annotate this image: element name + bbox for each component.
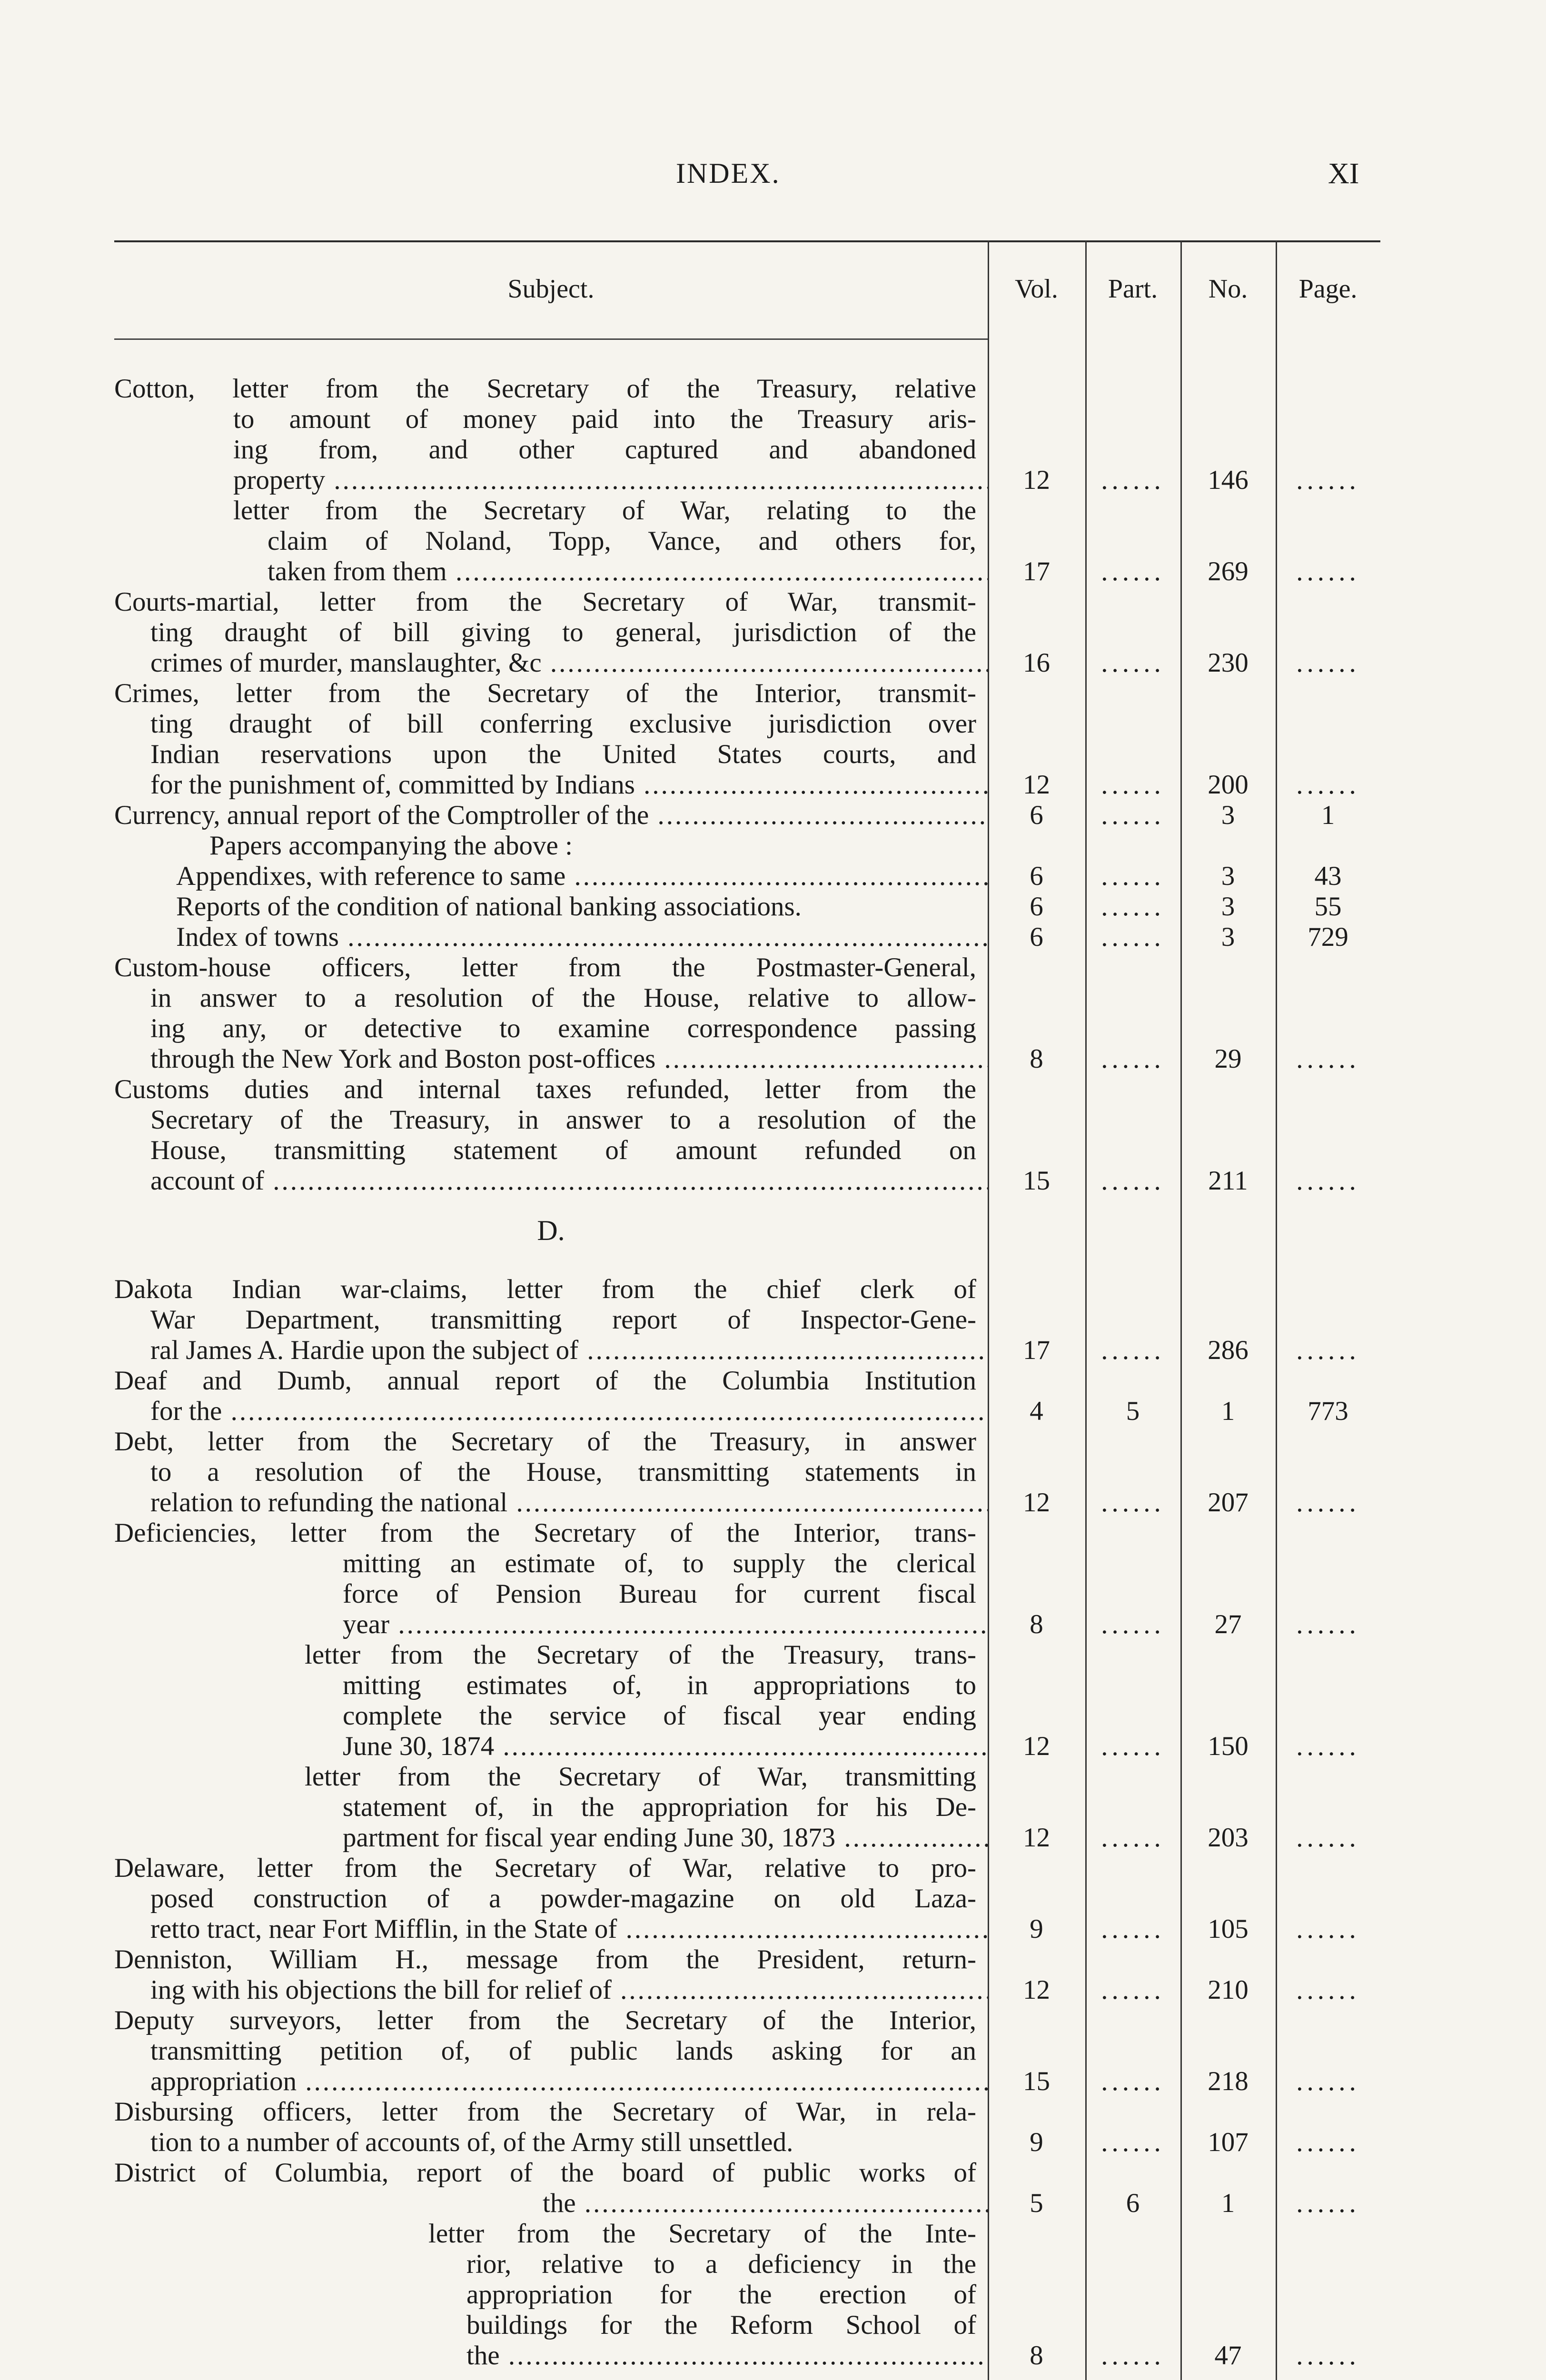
column-header-part: Part. xyxy=(1108,274,1158,304)
entry-no: 3 xyxy=(1221,922,1235,952)
section-spacer xyxy=(114,1246,1380,1274)
entry-subject xyxy=(114,861,988,892)
entry-text-line: property ..... xyxy=(114,465,976,496)
entry-no: 27 xyxy=(1214,1609,1242,1639)
entry-text-line: rior, relative to a deficiency in the xyxy=(466,2249,976,2279)
entry-vol: 15 xyxy=(1023,1166,1050,1196)
entry-no: 269 xyxy=(1208,556,1249,586)
entry-page: ...... xyxy=(1296,2066,1360,2096)
entry-subject xyxy=(114,952,988,1074)
entry-vol: 6 xyxy=(1030,800,1043,830)
entry-no: 207 xyxy=(1208,1488,1249,1517)
section-spacer xyxy=(114,1196,1380,1215)
entry-no: 211 xyxy=(1208,1166,1248,1196)
column-header-subject: Subject. xyxy=(507,274,595,304)
page-numeral: XI xyxy=(1328,158,1359,190)
index-entry xyxy=(114,2158,1380,2219)
entry-part: ...... xyxy=(1101,1731,1165,1761)
entry-part: ...... xyxy=(1101,1044,1165,1074)
entry-part: ...... xyxy=(1101,1335,1165,1365)
index-entry xyxy=(114,922,1380,952)
entry-subject xyxy=(114,496,988,587)
entry-text-line: Custom-house officers, letter from the Postmaster-General, xyxy=(114,952,976,982)
entry-subject xyxy=(114,1274,988,1366)
entry-text-line: statement of, in the appropriation for his De- xyxy=(343,1792,976,1822)
entry-subject xyxy=(114,800,988,831)
entry-part: ...... xyxy=(1101,648,1165,678)
entry-text-line: Currency, annual report of the Comptroller of the ..... xyxy=(114,800,976,831)
index-entry xyxy=(114,2219,1380,2371)
entry-vol: 12 xyxy=(1023,465,1050,495)
entry-subject xyxy=(114,922,988,952)
entry-no: 1 xyxy=(1221,2188,1235,2218)
entry-text-line: account of ..... xyxy=(114,1166,976,1196)
entry-text-line: Courts-martial, letter from the Secretary of War, transmit- xyxy=(114,587,976,617)
entry-text-line: Cotton, letter from the Secretary of the Treasury, relative xyxy=(114,374,976,404)
entry-page: 1 xyxy=(1321,800,1335,830)
entry-vol: 6 xyxy=(1030,922,1043,952)
entry-text-line: complete the service of fiscal year ending xyxy=(343,1701,976,1731)
entry-text-line: posed construction of a powder-magazine on old Laza- xyxy=(150,1884,976,1914)
entry-text-line: appropriation ..... xyxy=(114,2066,976,2097)
entry-page: ...... xyxy=(1296,1609,1360,1639)
entry-no: 210 xyxy=(1208,1975,1249,2005)
entry-text-line: letter from the Secretary of the Inte- xyxy=(428,2219,976,2249)
entry-subject xyxy=(114,2158,988,2219)
entry-text-line: letter from the Secretary of the Treasury, trans- xyxy=(305,1640,976,1670)
index-entry xyxy=(114,678,1380,800)
entry-page: ...... xyxy=(1296,1823,1360,1853)
entry-page: 773 xyxy=(1308,1396,1348,1426)
entry-part: ...... xyxy=(1101,922,1165,952)
entry-part: ...... xyxy=(1101,1488,1165,1517)
entry-text-line: Indian reservations upon the United States courts, and xyxy=(150,739,976,769)
entry-part: ...... xyxy=(1101,465,1165,495)
entry-vol: 8 xyxy=(1030,1044,1043,1074)
entry-part: ...... xyxy=(1101,1975,1165,2005)
entry-part: 6 xyxy=(1126,2188,1140,2218)
entry-vol: 9 xyxy=(1030,1914,1043,1944)
entry-vol: 8 xyxy=(1030,1609,1043,1639)
entry-text-line: Delaware, letter from the Secretary of War, relative to pro- xyxy=(114,1853,976,1883)
entry-text-line: Dakota Indian war-claims, letter from the chief clerk of xyxy=(114,1274,976,1304)
entry-text-line: the ..... xyxy=(114,2340,976,2371)
entry-text-line: for the ..... xyxy=(114,1396,976,1427)
entry-text-line: retto tract, near Fort Mifflin, in the State of ..... xyxy=(114,1914,976,1944)
entry-text-line: Papers accompanying the above : xyxy=(209,831,573,861)
entry-text-line: War Department, transmitting report of Inspector-Gene- xyxy=(150,1305,976,1335)
entry-subject xyxy=(114,831,988,861)
entry-vol: 16 xyxy=(1023,648,1050,678)
entry-no: 203 xyxy=(1208,1823,1249,1853)
index-entry xyxy=(114,861,1380,892)
entry-no: 29 xyxy=(1214,1044,1242,1074)
entry-vol: 12 xyxy=(1023,1488,1050,1517)
entry-text-line: claim of Noland, Topp, Vance, and others for, xyxy=(268,526,976,556)
entry-text-line: Debt, letter from the Secretary of the Treasury, in answer xyxy=(114,1427,976,1457)
entry-no: 150 xyxy=(1208,1731,1249,1761)
entry-page: ...... xyxy=(1296,2188,1360,2218)
entry-page: 43 xyxy=(1314,861,1342,891)
entry-text-line: for the punishment of, committed by Indians ..... xyxy=(114,770,976,800)
entry-subject xyxy=(114,2005,988,2097)
index-rows xyxy=(114,374,1380,2371)
index-entry xyxy=(114,496,1380,587)
index-entry xyxy=(114,1762,1380,1853)
entry-page: ...... xyxy=(1296,1975,1360,2005)
entry-no: 107 xyxy=(1208,2127,1249,2157)
index-entry xyxy=(114,587,1380,678)
entry-text-line: Index of towns ..... xyxy=(114,922,976,952)
entry-part: ...... xyxy=(1101,892,1165,922)
entry-no: 230 xyxy=(1208,648,1249,678)
column-header-no: No. xyxy=(1208,274,1248,304)
entry-vol: 12 xyxy=(1023,1823,1050,1853)
entry-page: ...... xyxy=(1296,465,1360,495)
entry-text-line: ting draught of bill giving to general, jurisdiction of the xyxy=(150,617,976,647)
header-rule xyxy=(114,338,988,340)
entry-page: 55 xyxy=(1314,892,1342,922)
entry-part: 5 xyxy=(1126,1396,1140,1426)
entry-no: 3 xyxy=(1221,861,1235,891)
entry-page: ...... xyxy=(1296,1488,1360,1517)
index-entry xyxy=(114,1853,1380,1944)
entry-part: ...... xyxy=(1101,1609,1165,1639)
entry-no: 3 xyxy=(1221,800,1235,830)
entry-text-line: mitting an estimate of, to supply the clerical xyxy=(343,1548,976,1578)
entry-text-line: tion to a number of accounts of, of the Army still unsettled. xyxy=(150,2127,793,2157)
entry-page: 729 xyxy=(1308,922,1348,952)
entry-text-line: letter from the Secretary of War, relating to the xyxy=(233,496,976,526)
section-letter: D. xyxy=(537,1215,565,1246)
entry-text-line: ing with his objections the bill for relief of ..... xyxy=(114,1975,976,2005)
entry-part: ...... xyxy=(1101,556,1165,586)
entry-subject xyxy=(114,374,988,496)
entry-text-line: House, transmitting statement of amount refunded on xyxy=(150,1135,976,1165)
entry-text-line: to amount of money paid into the Treasury aris- xyxy=(233,404,976,434)
entry-part: ...... xyxy=(1101,2340,1165,2370)
entry-vol: 6 xyxy=(1030,861,1043,891)
entry-vol: 12 xyxy=(1023,1731,1050,1761)
entry-text-line: letter from the Secretary of War, transmitting xyxy=(305,1762,976,1792)
entry-subject xyxy=(114,1518,988,1640)
entry-text-line: mitting estimates of, in appropriations to xyxy=(343,1670,976,1700)
entry-subject xyxy=(114,587,988,678)
entry-subject xyxy=(114,2097,988,2158)
entry-part: ...... xyxy=(1101,1823,1165,1853)
entry-text-line: year ..... xyxy=(114,1609,976,1640)
entry-vol: 17 xyxy=(1023,556,1050,586)
entry-page: ...... xyxy=(1296,556,1360,586)
entry-text-line: in answer to a resolution of the House, relative to allow- xyxy=(150,983,976,1013)
entry-page: ...... xyxy=(1296,1044,1360,1074)
entry-part: ...... xyxy=(1101,2127,1165,2157)
index-entry xyxy=(114,952,1380,1074)
entry-text-line: Deputy surveyors, letter from the Secretary of the Interior, xyxy=(114,2005,976,2035)
entry-subject xyxy=(114,2219,988,2371)
entry-subject xyxy=(114,892,988,922)
entry-page: ...... xyxy=(1296,1914,1360,1944)
entry-text-line: crimes of murder, manslaughter, &c ..... xyxy=(114,648,976,678)
entry-text-line: taken from them ..... xyxy=(114,556,976,587)
entry-page: ...... xyxy=(1296,2127,1360,2157)
index-entry xyxy=(114,1074,1380,1196)
entry-vol: 4 xyxy=(1030,1396,1043,1426)
entry-vol: 6 xyxy=(1030,892,1043,922)
entry-vol: 9 xyxy=(1030,2127,1043,2157)
entry-text-line: the ..... xyxy=(114,2188,976,2219)
entry-part: ...... xyxy=(1101,800,1165,830)
entry-page: ...... xyxy=(1296,770,1360,800)
entry-part: ...... xyxy=(1101,2066,1165,2096)
entry-page: ...... xyxy=(1296,1731,1360,1761)
column-header-page: Page. xyxy=(1298,274,1358,304)
entry-page: ...... xyxy=(1296,2340,1360,2370)
index-entry xyxy=(114,1640,1380,1762)
entry-text-line: Appendixes, with reference to same ..... xyxy=(114,861,976,892)
entry-no: 47 xyxy=(1214,2340,1242,2370)
entry-text-line: through the New York and Boston post-offices ..... xyxy=(114,1044,976,1074)
entry-page: ...... xyxy=(1296,1335,1360,1365)
index-entry xyxy=(114,800,1380,831)
entry-vol: 17 xyxy=(1023,1335,1050,1365)
entry-subject xyxy=(114,1853,988,1944)
index-table xyxy=(114,240,1380,2380)
entry-part: ...... xyxy=(1101,1166,1165,1196)
entry-text-line: ing any, or detective to examine correspondence passing xyxy=(150,1013,976,1043)
top-rule xyxy=(114,240,1380,242)
running-title: INDEX. xyxy=(676,158,781,189)
entry-vol: 12 xyxy=(1023,1975,1050,2005)
column-header-vol: Vol. xyxy=(1015,274,1058,304)
entry-text-line: appropriation for the erection of xyxy=(466,2280,976,2310)
entry-text-line: buildings for the Reform School of xyxy=(466,2310,976,2340)
entry-text-line: Customs duties and internal taxes refunded, letter from the xyxy=(114,1074,976,1104)
entry-no: 3 xyxy=(1221,892,1235,922)
index-entry xyxy=(114,1427,1380,1518)
entry-no: 1 xyxy=(1221,1396,1235,1426)
entry-text-line: District of Columbia, report of the board of public works of xyxy=(114,2158,976,2188)
running-head xyxy=(0,157,1546,200)
entry-subject xyxy=(114,1074,988,1196)
index-entry xyxy=(114,2005,1380,2097)
index-entry xyxy=(114,374,1380,496)
entry-text-line: force of Pension Bureau for current fiscal xyxy=(343,1579,976,1609)
entry-text-line: partment for fiscal year ending June 30, 1873 ..... xyxy=(114,1823,976,1853)
entry-subject xyxy=(114,1640,988,1762)
entry-vol: 15 xyxy=(1023,2066,1050,2096)
entry-text-line: Reports of the condition of national banking associations. xyxy=(176,892,802,922)
entry-no: 218 xyxy=(1208,2066,1249,2096)
entry-text-line: Deaf and Dumb, annual report of the Columbia Institution xyxy=(114,1366,976,1396)
entry-vol: 8 xyxy=(1030,2340,1043,2370)
entry-part: ...... xyxy=(1101,770,1165,800)
entry-subject xyxy=(114,1762,988,1853)
entry-text-line: Denniston, William H., message from the President, return- xyxy=(114,1944,976,1974)
entry-subject xyxy=(114,678,988,800)
entry-part: ...... xyxy=(1101,1914,1165,1944)
entry-no: 105 xyxy=(1208,1914,1249,1944)
entry-text-line: to a resolution of the House, transmitting statements in xyxy=(150,1457,976,1487)
entry-text-line: June 30, 1874 ..... xyxy=(114,1731,976,1762)
entry-text-line: relation to refunding the national ..... xyxy=(114,1488,976,1518)
entry-subject xyxy=(114,1944,988,2005)
entry-text-line: ral James A. Hardie upon the subject of ..... xyxy=(114,1335,976,1366)
entry-text-line: Deficiencies, letter from the Secretary of the Interior, trans- xyxy=(114,1518,976,1548)
index-entry xyxy=(114,1518,1380,1640)
entry-no: 286 xyxy=(1208,1335,1249,1365)
entry-page: ...... xyxy=(1296,1166,1360,1196)
entry-vol: 5 xyxy=(1030,2188,1043,2218)
entry-text-line: Disbursing officers, letter from the Secretary of War, in rela- xyxy=(114,2097,976,2127)
entry-text-line: Crimes, letter from the Secretary of the Interior, transmit- xyxy=(114,678,976,708)
index-entry xyxy=(114,892,1380,922)
entry-text-line: Secretary of the Treasury, in answer to a resolution of the xyxy=(150,1105,976,1135)
entry-no: 200 xyxy=(1208,770,1249,800)
entry-text-line: ting draught of bill conferring exclusive jurisdiction over xyxy=(150,709,976,739)
index-entry xyxy=(114,831,1380,861)
index-entry xyxy=(114,1366,1380,1427)
index-entry xyxy=(114,1274,1380,1366)
entry-vol: 12 xyxy=(1023,770,1050,800)
entry-subject xyxy=(114,1427,988,1518)
entry-text-line: transmitting petition of, of public lands asking for an xyxy=(150,2036,976,2066)
index-entry xyxy=(114,2097,1380,2158)
entry-page: ...... xyxy=(1296,648,1360,678)
entry-part: ...... xyxy=(1101,861,1165,891)
entry-subject xyxy=(114,1366,988,1427)
index-entry xyxy=(114,1944,1380,2005)
entry-text-line: ing from, and other captured and abandoned xyxy=(233,435,976,465)
entry-no: 146 xyxy=(1208,465,1249,495)
